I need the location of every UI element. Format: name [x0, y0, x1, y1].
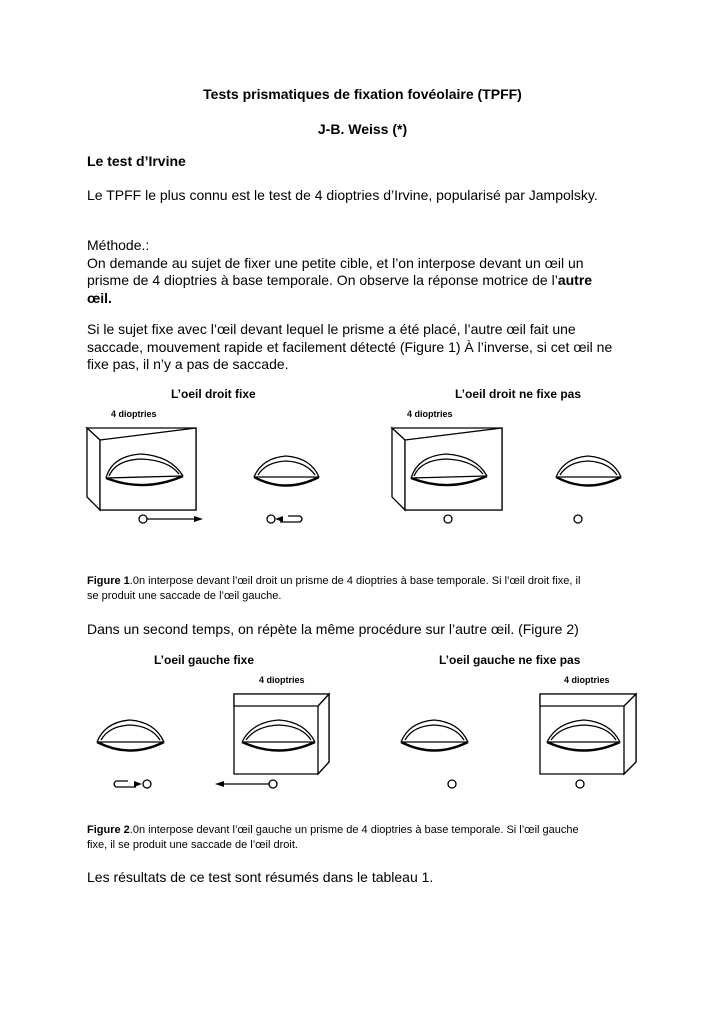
results-paragraph: Les résultats de ce test sont résumés dans le tableau 1.: [87, 869, 434, 885]
prism-icon: [540, 694, 636, 774]
fixation-arrow-right-icon: [139, 515, 203, 523]
eye-icon: [97, 720, 164, 751]
fixation-target-icon: [448, 780, 456, 788]
figure1-prism-label-left: 4 dioptries: [111, 409, 157, 419]
saccade-arrow-right-icon: [114, 780, 151, 788]
figure1-caption: [87, 574, 647, 604]
caption-line: [87, 823, 647, 838]
fixation-target-icon: [576, 780, 584, 788]
figure2-caption: [87, 823, 647, 853]
prism-icon: [234, 694, 329, 774]
figure2-label-left: L’oeil gauche fixe: [154, 653, 255, 667]
saccade-arrow-left-icon: [267, 515, 302, 523]
fixation-target-icon: [574, 515, 582, 523]
methode-emphasis: autre: [557, 272, 593, 288]
caption-line: [87, 574, 647, 589]
author-line: J-B. Weiss (*): [317, 121, 408, 137]
methode-line: On demande au sujet de fixer une petite cible, et l’on interpose devant un œil un: [87, 254, 584, 271]
fixation-target-icon: [444, 515, 452, 523]
figure1-label-left: L’oeil droit fixe: [171, 387, 256, 401]
figure2-prism-label-right: 4 dioptries: [564, 675, 610, 685]
eye-icon: [556, 456, 621, 486]
caption-label: Figure 1: [87, 575, 130, 587]
caption-label: Figure 2: [87, 824, 130, 836]
paragraph-line: saccade, mouvement rapide et facilement détecté (Figure 1) À l’inverse, si cet œil ne: [87, 338, 613, 355]
caption-text: .0n interpose devant l’œil gauche un prisme de 4 dioptries à base temporale. Si l’œil gauche: [129, 824, 579, 836]
caption-text: .0n interpose devant l’œil droit un prisme de 4 dioptries à base temporale. Si l’œil droit fixe, il: [129, 575, 581, 587]
eye-icon: [401, 720, 468, 751]
caption-line: fixe, il se produit une saccade de l’œil droit.: [87, 839, 298, 851]
methode-text: prisme de 4 dioptries à base temporale. On observe la réponse motrice de l’: [87, 272, 558, 288]
paragraph-line: fixe pas, il n’y a pas de saccade.: [87, 356, 289, 372]
figure2-label-right: L’oeil gauche ne fixe pas: [439, 653, 581, 667]
prism-icon: [392, 428, 502, 510]
section-heading: Le test d’Irvine: [87, 153, 186, 169]
fixation-arrow-left-icon: [215, 780, 277, 788]
second-step-paragraph: Dans un second temps, on répète la même procédure sur l’autre œil. (Figure 2): [87, 621, 579, 637]
intro-paragraph: Le TPFF le plus connu est le test de 4 dioptries d’Irvine, popularisé par Jampolsky.: [87, 187, 598, 203]
document-title: Tests prismatiques de fixation fovéolaire (TPFF): [203, 86, 522, 102]
methode-label: Méthode.:: [87, 237, 150, 253]
figure1-label-right: L’oeil droit ne fixe pas: [455, 387, 582, 401]
methode-emphasis: œil.: [87, 289, 112, 306]
figure2-prism-label-left: 4 dioptries: [259, 675, 305, 685]
paragraph-line: Si le sujet fixe avec l’œil devant lequel le prisme a été placé, l’autre œil fait une: [87, 321, 576, 337]
figure1-prism-label-right: 4 dioptries: [407, 409, 453, 419]
caption-line: se produit une saccade de l’œil gauche.: [87, 590, 282, 602]
prism-icon: [87, 428, 196, 510]
eye-icon: [254, 456, 319, 486]
